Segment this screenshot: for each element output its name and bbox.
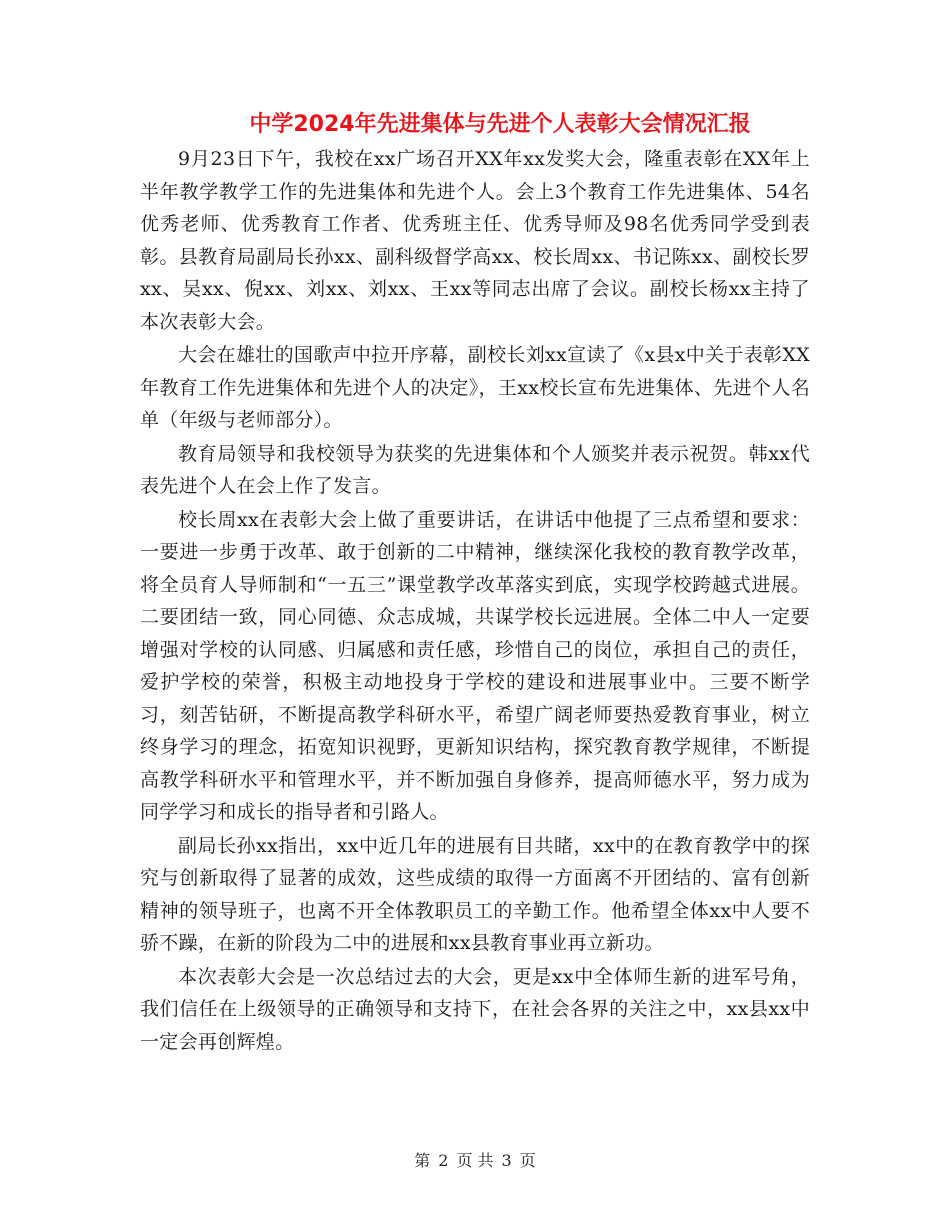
page-label-prefix: 第 [414, 1151, 431, 1170]
document-title: 中学2024年先进集体与先进个人表彰大会情况汇报 [249, 112, 751, 137]
total-pages-number: 3 [501, 1151, 512, 1170]
paragraph-deputy-director: 副局长孙xx指出，xx中近几年的进展有目共睹，xx中的在教育教学中的探究与创新取得了显著的成效，这些成绩的取得一方面离不开团结的、富有创新精神的领导班子，也离不开全体教职员工的辛勤工作。他希望全体xx中人要不骄不躁，在新的阶段为二中的进展和xx县教育事业再立新功。 [140, 834, 810, 954]
paragraph-conclusion: 本次表彰大会是一次总结过去的大会，更是xx中全体师生新的进军号角，我们信任在上级领导的正确领导和支持下，在社会各界的关注之中，xx县xx中一定会再创辉煌。 [140, 965, 810, 1053]
page-footer [0, 1150, 950, 1172]
page-label-suffix: 页 [519, 1151, 536, 1170]
paragraph-principal-speech: 校长周xx在表彰大会上做了重要讲话，在讲话中他提了三点希望和要求：一要进一步勇于改革、敢于创新的二中精神，继续深化我校的教育教学改革，将全员育人导师制和“一五三”课堂教学改革落实到底，实现学校跨越式进展。二要团结一致，同心同德、众志成城，共谋学校长远进展。全体二中人一定要增强对学校的认同感、归属感和责任感，珍惜自己的岗位，承担自己的责任，爱护学校的荣誉，积极主动地投身于学校的建设和进展事业中。三要不断学习，刻苦钻研，不断提高教学科研水平，希望广阔老师要热爱教育事业，树立终身学习的理念，拓宽知识视野，更新知识结构，探究教育教学规律，不断提高教学科研水平和管理水平，并不断加强自身修养，提高师德水平，努力成为同学学习和成长的指导者和引路人。 [140, 508, 810, 823]
page-label-mid: 页 共 [456, 1151, 494, 1170]
paragraph-opening: 大会在雄壮的国歌声中拉开序幕，副校长刘xx宣读了《x县x中关于表彰XX年教育工作先进集体和先进个人的决定》，王xx校长宣布先进集体、先进个人名单（年级与老师部分）。 [140, 344, 810, 431]
paragraph-award-meeting: 9月23日下午，我校在xx广场召开XX年xx发奖大会，隆重表彰在XX年上半年教学教学工作的先进集体和先进个人。会上3个教育工作先进集体、54名优秀老师、优秀教育工作者、优秀班主任、优秀导师及98名优秀同学受到表彰。县教育局副局长孙xx、副科级督学高xx、校长周xx、书记陈xx、副校长罗xx、吴xx、倪xx、刘xx、刘xx、王xx等同志出席了会议。副校长杨xx主持了本次表彰大会。 [140, 148, 810, 333]
document-body [140, 143, 810, 1059]
current-page-number: 2 [438, 1151, 449, 1170]
paragraph-awarding: 教育局领导和我校领导为获奖的先进集体和个人颁奖并表示祝贺。韩xx代表先进个人在会上作了发言。 [140, 442, 810, 497]
